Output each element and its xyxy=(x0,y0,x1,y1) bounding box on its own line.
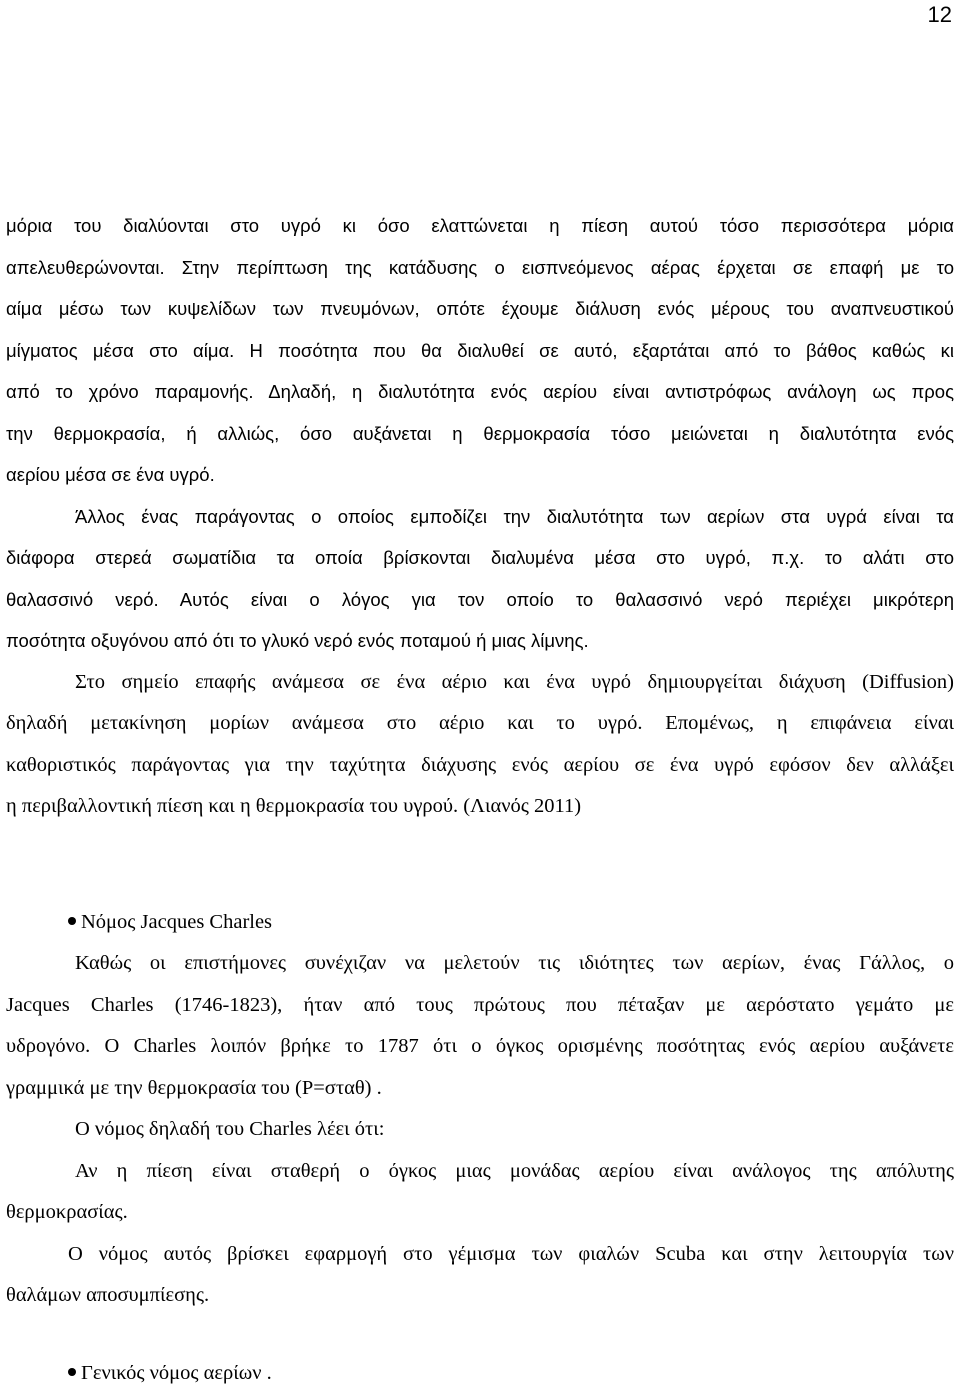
text-line: γραμμικά με την θερμοκρασία του (P=σταθ) . xyxy=(6,1077,382,1099)
heading-text: Νόμος Jacques Charles xyxy=(81,911,273,933)
heading-text: Γενικός νόμος αερίων . xyxy=(81,1362,272,1384)
text-line: Στο σημείο επαφής ανάμεσα σε ένα αέριο και ένα υγρό δημιουργείται διάχυση (Diffusion) xyxy=(75,671,954,693)
text-line: αερίου μέσα σε ένα υγρό. xyxy=(6,464,215,485)
text-line: θαλασσινό νερό. Αυτός είναι ο λόγος για τον οποίο το θαλασσινό νερό περιέχει μικρότερη xyxy=(6,589,954,610)
text-line: θερμοκρασίας. xyxy=(6,1201,128,1223)
page-number: 12 xyxy=(927,2,952,27)
text-line: υδρογόνο. O Charles λοιπόν βρήκε το 1787 ότι ο όγκος ορισμένης ποσότητας ενός αερίου αυξάνετε xyxy=(6,1035,954,1057)
section-heading-charles xyxy=(68,902,768,943)
text-line: απελευθερώνονται. Στην περίπτωση της κατάδυσης ο εισπνεόμενος αέρας έρχεται σε επαφή με το xyxy=(6,257,954,278)
text-line: από το χρόνο παραμονής. Δηλαδή, η διαλυτότητα ενός αερίου είναι αντιστρόφως ανάλογη ως προς xyxy=(6,381,954,402)
text-line: δηλαδή μετακίνηση μορίων ανάμεσα στο αέριο και το υγρό. Επομένως, η επιφάνεια είναι xyxy=(6,712,954,734)
text-line: Καθώς οι επιστήμονες συνέχιζαν να μελετούν τις ιδιότητες των αερίων, ένας Γάλλος, ο xyxy=(75,952,954,974)
text-line: καθοριστικός παράγοντας για την ταχύτητα διάχυσης ενός αερίου σε ένα υγρό εφόσον δεν αλλάξει xyxy=(6,754,954,776)
bullet-icon xyxy=(68,917,76,925)
bullet-icon xyxy=(68,1368,76,1376)
text-line: θαλάμων αποσυμπίεσης. xyxy=(6,1284,210,1306)
text-line: Jacques Charles (1746-1823), ήταν από τους πρώτους που πέταξαν με αερόστατο γεμάτο με xyxy=(6,994,954,1016)
text-line: ποσότητα οξυγόνου από ότι το γλυκό νερό ενός ποταμού ή μιας λίμνης. xyxy=(6,630,589,651)
section-heading-general-gas-law xyxy=(68,1353,768,1394)
text-line: μίγματος μέσα στο αίμα. Η ποσότητα που θα διαλυθεί σε αυτό, εξαρτάται από το βάθος καθώς κι xyxy=(6,340,954,361)
text-line: Ο νόμος δηλαδή του Charles λέει ότι: xyxy=(75,1118,385,1140)
text-line: αίμα μέσω των κυψελίδων των πνευμόνων, οπότε έχουμε διάλυση ενός μέρους του αναπνευστικού xyxy=(6,298,954,319)
text-line: Άλλος ένας παράγοντας ο οποίος εμποδίζει την διαλυτότητα των αερίων στα υγρά είναι τα xyxy=(75,506,954,527)
text-line: η περιβαλλοντική πίεση και η θερμοκρασία του υγρού. (Λιανός 2011) xyxy=(6,795,582,817)
text-line: την θερμοκρασία, ή αλλιώς, όσο αυξάνεται η θερμοκρασία τόσο μειώνεται η διαλυτότητα ενός xyxy=(6,423,954,444)
text-line: Αν η πίεση είναι σταθερή ο όγκος μιας μονάδας αερίου είναι ανάλογος της απόλυτης xyxy=(75,1160,954,1182)
text-line: διάφορα στερεά σωματίδια τα οποία βρίσκονται διαλυμένα μέσα στο υγρό, π.χ. το αλάτι στο xyxy=(6,547,954,568)
text-line: Ο νόμος αυτός βρίσκει εφαρμογή στο γέμισμα των φιαλών Scuba και στην λειτουργία των xyxy=(68,1243,954,1265)
text-line: μόρια του διαλύονται στο υγρό κι όσο ελαττώνεται η πίεση αυτού τόσο περισσότερα μόρια xyxy=(6,215,954,236)
